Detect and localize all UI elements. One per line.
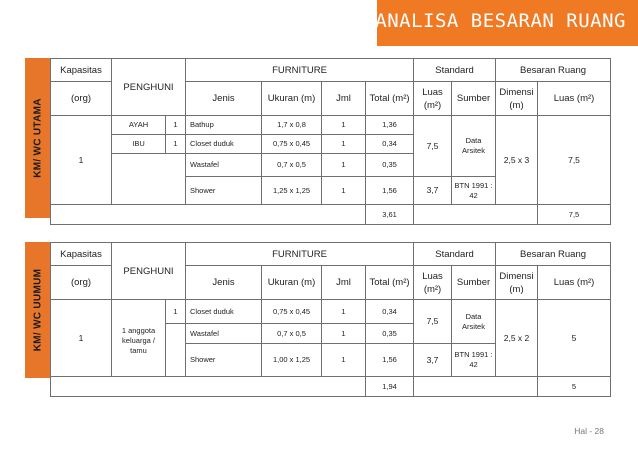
total-header: Total (m²) [366, 266, 414, 300]
sumber-header: Sumber [452, 266, 496, 300]
standard-luas: 7,5 [414, 300, 452, 344]
furniture-jml: 1 [322, 300, 366, 324]
section-label-utama [25, 58, 50, 218]
ukuran-header: Ukuran (m) [262, 82, 322, 116]
section-label-umum [25, 242, 50, 378]
section-label-utama-text: KM/ WC UTAMA [32, 98, 43, 178]
luas-std-header: Luas (m²) [414, 266, 452, 300]
furniture-total: 0,35 [366, 154, 414, 177]
ukuran-header: Ukuran (m) [262, 266, 322, 300]
slide-title: ANALISA BESARAN RUANG [375, 10, 626, 32]
furniture-jml: 1 [322, 135, 366, 154]
penghuni-count: 1 [166, 300, 186, 324]
furniture-ukuran: 0,75 x 0,45 [262, 135, 322, 154]
dimensi-header: Dimensi (m) [496, 82, 538, 116]
penghuni-header: PENGHUNI [112, 59, 186, 116]
besaran-dimensi: 2,5 x 2 [496, 300, 538, 377]
besaran-ruang-header: Besaran Ruang [496, 59, 611, 82]
section-label-umum-text: KM/ WC UUMUM [32, 268, 43, 352]
besaran-luas: 7,5 [538, 116, 611, 205]
standard-luas: 3,7 [414, 344, 452, 377]
table-row [51, 116, 611, 135]
standard-sumber: BTN 1991 : 42 [452, 344, 496, 377]
summary-row [51, 205, 611, 225]
furniture-ukuran: 1,7 x 0,8 [262, 116, 322, 135]
furniture-header: FURNITURE [186, 243, 414, 266]
furniture-ukuran: 0,75 x 0,45 [262, 300, 322, 324]
furniture-ukuran: 1,00 x 1,25 [262, 344, 322, 377]
sumber-header: Sumber [452, 82, 496, 116]
furniture-total: 0,34 [366, 300, 414, 324]
kapasitas-value: 1 [51, 116, 112, 205]
furniture-jml: 1 [322, 116, 366, 135]
furniture-jml: 1 [322, 177, 366, 205]
penghuni-desc: 1 anggota keluarga / tamu [112, 324, 166, 377]
summary-empty [414, 205, 538, 225]
penghuni-empty [166, 324, 186, 377]
furniture-jenis: Closet duduk [186, 300, 262, 324]
furniture-jml: 1 [322, 154, 366, 177]
standard-sumber: BTN 1991 : 42 [452, 177, 496, 205]
besaran-dimensi: 2,5 x 3 [496, 116, 538, 205]
besaran-luas: 5 [538, 300, 611, 377]
furniture-jenis: Shower [186, 177, 262, 205]
penghuni-name: IBU [112, 135, 166, 154]
summary-empty [51, 377, 366, 397]
furniture-jml: 1 [322, 324, 366, 344]
summary-row [51, 377, 611, 397]
furniture-ukuran: 1,25 x 1,25 [262, 177, 322, 205]
header-row-1 [51, 243, 611, 266]
standard-luas: 7,5 [414, 116, 452, 177]
table-row [51, 300, 611, 324]
penghuni-header: PENGHUNI [112, 243, 186, 300]
furniture-total: 1,56 [366, 344, 414, 377]
furniture-total: 0,34 [366, 135, 414, 154]
header-row-1 [51, 59, 611, 82]
penghuni-count: 1 [166, 135, 186, 154]
total-header: Total (m²) [366, 82, 414, 116]
jenis-header: Jenis [186, 82, 262, 116]
standard-header: Standard [414, 59, 496, 82]
luas-br-header: Luas (m²) [538, 266, 611, 300]
furniture-total: 1,56 [366, 177, 414, 205]
summary-empty [51, 205, 366, 225]
standard-sumber: Data Arsitek [452, 116, 496, 177]
table-km-wc-umum [50, 242, 611, 397]
luas-br-header: Luas (m²) [538, 82, 611, 116]
besaran-ruang-header: Besaran Ruang [496, 243, 611, 266]
standard-luas: 3,7 [414, 177, 452, 205]
jenis-header: Jenis [186, 266, 262, 300]
furniture-jenis: Wastafel [186, 154, 262, 177]
penghuni-empty [112, 154, 186, 205]
furniture-ukuran: 0,7 x 0,5 [262, 324, 322, 344]
sum-luas: 5 [538, 377, 611, 397]
furniture-jenis: Closet duduk [186, 135, 262, 154]
penghuni-count: 1 [166, 116, 186, 135]
page-number: Hal - 28 [574, 426, 604, 436]
furniture-total: 0,35 [366, 324, 414, 344]
furniture-jenis: Wastafel [186, 324, 262, 344]
penghuni-name: AYAH [112, 116, 166, 135]
kapasitas-value: 1 [51, 300, 112, 377]
kapasitas-header: Kapasitas [51, 59, 112, 82]
org-header: (org) [51, 266, 112, 300]
kapasitas-header: Kapasitas [51, 243, 112, 266]
sum-luas: 7,5 [538, 205, 611, 225]
dimensi-header: Dimensi (m) [496, 266, 538, 300]
furniture-jenis: Bathup [186, 116, 262, 135]
table-km-wc-utama [50, 58, 611, 225]
furniture-header: FURNITURE [186, 59, 414, 82]
furniture-jml: 1 [322, 344, 366, 377]
sum-total: 3,61 [366, 205, 414, 225]
org-header: (org) [51, 82, 112, 116]
standard-header: Standard [414, 243, 496, 266]
jml-header: Jml [322, 82, 366, 116]
summary-empty [414, 377, 538, 397]
penghuni-empty [112, 300, 166, 324]
furniture-jenis: Shower [186, 344, 262, 377]
furniture-total: 1,36 [366, 116, 414, 135]
luas-std-header: Luas (m²) [414, 82, 452, 116]
sum-total: 1,94 [366, 377, 414, 397]
title-banner [377, 0, 638, 46]
jml-header: Jml [322, 266, 366, 300]
furniture-ukuran: 0,7 x 0,5 [262, 154, 322, 177]
standard-sumber: Data Arsitek [452, 300, 496, 344]
